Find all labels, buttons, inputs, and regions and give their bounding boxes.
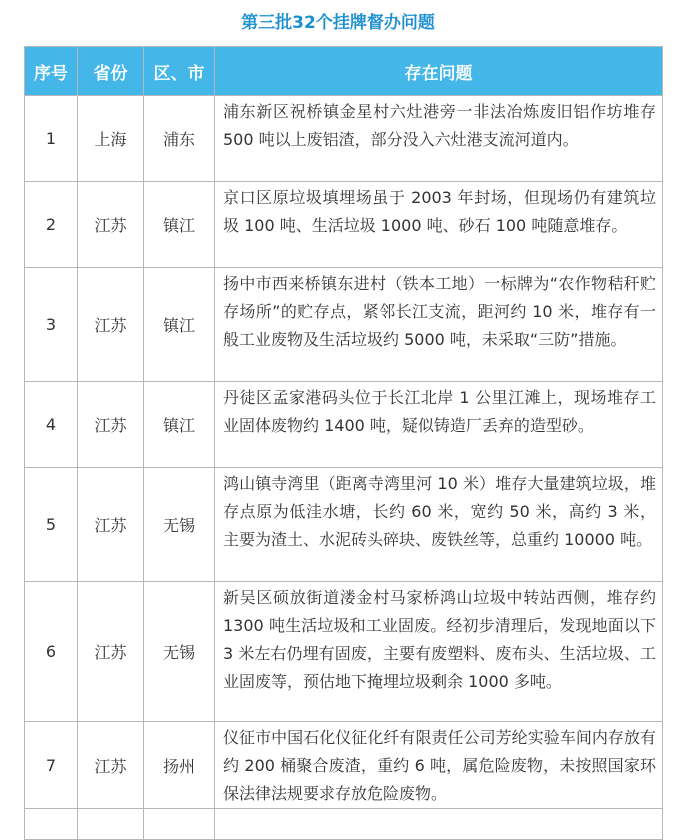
row-issue: 浦东新区祝桥镇金星村六灶港旁一非法冶炼废旧铝作坊堆存 500 吨以上废铝渣，部分没入六灶港支流河道内。 (215, 96, 663, 182)
row-province: 江苏 (78, 582, 144, 722)
row-city (144, 809, 215, 840)
row-no (25, 809, 78, 840)
row-city: 镇江 (144, 382, 215, 468)
row-no: 6 (25, 582, 78, 722)
table-row (25, 722, 663, 809)
row-no: 4 (25, 382, 78, 468)
row-no: 2 (25, 182, 78, 268)
row-province: 江苏 (78, 182, 144, 268)
row-city: 扬州 (144, 722, 215, 809)
row-province: 江苏 (78, 268, 144, 382)
row-issue: 丹徒区孟家港码头位于长江北岸 1 公里江滩上，现场堆存工业固体废物约 1400 吨，疑似铸造厂丢弃的造型砂。 (215, 382, 663, 468)
issues-table (24, 46, 663, 840)
row-province: 江苏 (78, 468, 144, 582)
row-province: 上海 (78, 96, 144, 182)
header-city: 区、市 (144, 47, 215, 96)
row-no: 5 (25, 468, 78, 582)
row-issue: 京口区原垃圾填埋场虽于 2003 年封场，但现场仍有建筑垃圾 100 吨、生活垃圾 1000 吨、砂石 100 吨随意堆存。 (215, 182, 663, 268)
row-no: 3 (25, 268, 78, 382)
row-issue: 扬中市西来桥镇东进村（铁本工地）一标牌为“农作物秸秆贮存场所”的贮存点，紧邻长江支流，距河约 10 米，堆存有一般工业废物及生活垃圾约 5000 吨，未采取“三防”措施。 (215, 268, 663, 382)
table-row (25, 468, 663, 582)
row-no: 7 (25, 722, 78, 809)
table-row (25, 809, 663, 840)
row-city: 镇江 (144, 268, 215, 382)
table-row (25, 268, 663, 382)
row-city: 无锡 (144, 582, 215, 722)
row-province: 江苏 (78, 722, 144, 809)
table-row (25, 382, 663, 468)
header-no: 序号 (25, 47, 78, 96)
row-province: 江苏 (78, 382, 144, 468)
row-issue: 仪征市中国石化仪征化纤有限责任公司芳纶实验车间内存放有约 200 桶聚合废渣，重约 6 吨，属危险废物，未按照国家环保法律法规要求存放危险废物。 (215, 722, 663, 809)
table-row (25, 182, 663, 268)
table-header-row (25, 47, 663, 96)
header-province: 省份 (78, 47, 144, 96)
row-issue: 鸿山镇寺湾里（距离寺湾里河 10 米）堆存大量建筑垃圾，堆存点原为低洼水塘，长约 60 米，宽约 50 米，高约 3 米，主要为渣土、水泥砖头碎块、废铁丝等，总重约 10000 吨。 (215, 468, 663, 582)
row-city: 镇江 (144, 182, 215, 268)
row-issue (215, 809, 663, 840)
row-no: 1 (25, 96, 78, 182)
row-province (78, 809, 144, 840)
row-issue: 新吴区硕放街道溇金村马家桥鸿山垃圾中转站西侧，堆存约 1300 吨生活垃圾和工业固废。经初步清理后，发现地面以下 3 米左右仍埋有固废，主要有废塑料、废布头、生活垃圾、工业固废等，预估地下掩埋垃圾剩余 1000 多吨。 (215, 582, 663, 722)
table-row (25, 582, 663, 722)
table-row (25, 96, 663, 182)
row-city: 浦东 (144, 96, 215, 182)
header-issue: 存在问题 (215, 47, 663, 96)
row-city: 无锡 (144, 468, 215, 582)
table-title: 第三批32个挂牌督办问题 (241, 13, 435, 33)
